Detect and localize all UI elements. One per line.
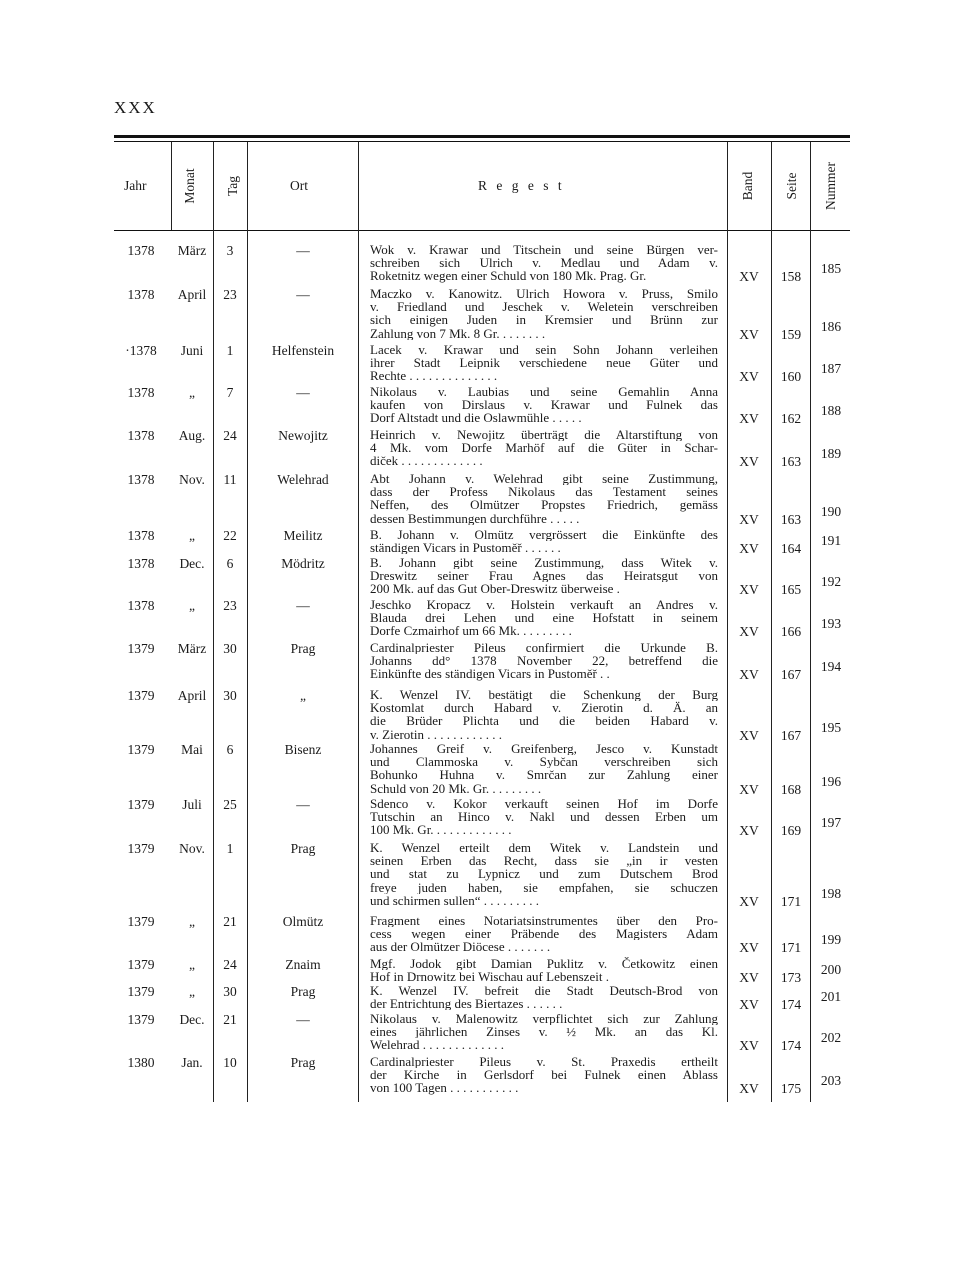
band-cell: XV [739,667,759,683]
month-cell: „ [189,984,195,999]
regest-line: und stat zu Lypnicz und zum Dutschem Brod [370,867,718,881]
month-cell: „ [189,914,195,929]
number-cell: 186 [820,318,842,334]
year-cell: 1378 [127,385,155,400]
regest-line: Cardinalpriester Pileus confirmiert die Urkunde B. [370,641,718,655]
regest-line: Bohunko Huhna v. Smrčan zur Zahlung einer [370,768,718,782]
band-cell: XV [739,781,759,797]
month-cell: Nov. [179,841,205,856]
year-cell: 1379 [127,688,155,703]
regest-line: 200 Mk. auf das Gut Ober-Dreswitz überweise . [370,582,620,596]
header-seite: Seite [784,172,799,200]
place-cell: „ [300,688,306,703]
number-cell: 190 [820,503,842,519]
page-cell: 168 [780,781,802,797]
day-cell: 23 [223,287,237,302]
column-divider [171,142,172,230]
regest-line: Cardinalpriester Pileus v. St. Praxedis ertheilt [370,1055,718,1069]
page-cell: 175 [780,1081,802,1097]
band-cell: XV [739,582,759,598]
band-cell: XV [739,940,759,956]
regest-line: Welehrad . . . . . . . . . . . . . [370,1038,504,1052]
regest-line: und Clammoska v. Sybčan verschreiben sich [370,755,718,769]
number-cell: 193 [820,616,842,632]
top-double-rule-thick [114,135,850,138]
regest-line: Hof in Drnowitz bei Wischau auf Lebenszeit . [370,970,609,984]
year-cell: 1378 [127,472,155,487]
regest-line: Lacek v. Krawar und sein Sohn Johann verleihen [370,343,718,357]
header-tag: Tag [225,175,240,197]
month-cell: Mai [181,742,203,757]
number-cell: 187 [820,361,842,377]
page-cell: 163 [780,454,802,470]
regest-text [370,1055,718,1095]
regest-line: Tutschin an Hinco v. Nakl und dessen Erben um [370,810,718,824]
month-cell: Aug. [178,428,206,443]
day-cell: 21 [223,1012,237,1027]
regest-line: Maczko v. Kanowitz. Ulrich Howora v. Pruss, Smilo [370,287,718,301]
regest-text [370,385,718,425]
header-regest: R e g e s t [478,178,565,193]
number-cell: 203 [820,1073,842,1089]
month-cell: Jan. [181,1055,203,1070]
page-cell: 162 [780,411,802,427]
regest-line: Zahlung von 7 Mk. 8 Gr. . . . . . . . [370,326,546,340]
regest-line: Jeschko Kropacz v. Holstein verkauft an Andres v. [370,598,718,612]
place-cell: — [296,287,310,302]
regest-line: sich einigen Juden in Kremsier und Brünn zur [370,313,718,327]
regest-line: Sdenco v. Kokor verkauft seinen Hof im Dorfe [370,797,718,811]
regest-text [370,428,718,468]
place-cell: Helfenstein [271,343,335,358]
page-cell: 171 [780,940,802,956]
month-cell: März [177,243,207,258]
regest-line: Dorf Altstadt und die Oslawmühle . . . . . [370,411,582,425]
header-nummer: Nummer [823,162,838,210]
day-cell: 11 [223,472,237,487]
year-cell: 1379 [127,914,155,929]
place-cell: Welehrad [277,472,329,487]
place-cell: — [296,1012,310,1027]
column-divider [771,142,772,1102]
regest-text [370,841,718,907]
day-cell: 1 [226,841,234,856]
column-divider [810,142,811,1102]
regest-line: dass der Profess Nikolaus das Testament seines [370,485,718,499]
month-cell: Nov. [179,472,205,487]
header-ort: Ort [290,178,308,193]
day-cell: 25 [223,797,237,812]
regest-text [370,598,718,638]
regest-line: ständigen Vicars in Pustoměř . . . . . . [370,541,561,555]
place-cell: Olmütz [282,914,324,929]
regest-text [370,742,718,795]
page-number: XXX [114,98,157,117]
band-cell: XV [739,511,759,527]
page-cell: 160 [780,369,802,385]
place-cell: — [296,598,310,613]
day-cell: 1 [226,343,234,358]
header-jahr: Jahr [124,178,147,193]
day-cell: 10 [223,1055,237,1070]
day-cell: 30 [223,641,237,656]
regest-line: aus der Olmützer Diöcese . . . . . . . [370,940,551,954]
number-cell: 195 [820,719,842,735]
column-divider [247,142,248,1102]
regest-text [370,528,718,554]
day-cell: 22 [223,528,237,543]
band-cell: XV [739,326,759,342]
band-cell: XV [739,727,759,743]
page-cell: 174 [780,997,802,1013]
day-cell: 21 [223,914,237,929]
regest-line: der Entrichtung des Biertazes . . . . . . [370,997,563,1011]
regest-text [370,343,718,383]
header-band: Band [740,171,755,201]
regest-line: die Brüder Plichta und die beiden Habard v. [370,714,718,728]
regest-line: v. Zierotin . . . . . . . . . . . . [370,727,503,741]
regest-line: Abt Johann v. Welehrad gibt seine Zustimmung, [370,472,718,486]
day-cell: 24 [223,428,237,443]
regest-line: Dreswitz seiner Frau Agnes das Heiratsgut von [370,569,718,583]
number-cell: 192 [820,574,842,590]
regest-line: diček . . . . . . . . . . . . . [370,454,483,468]
regest-line: v. Friedland und Jeschek v. Weletein verschreiben [370,300,718,314]
band-cell: XV [739,893,759,909]
number-cell: 197 [820,815,842,831]
number-cell: 189 [820,446,842,462]
regest-line: K. Wenzel IV. bestätigt die Schenkung der Burg [370,688,718,702]
regest-text [370,556,718,596]
band-cell: XV [739,369,759,385]
year-cell: ·1378 [125,343,157,358]
year-cell: 1379 [127,742,155,757]
day-cell: 30 [223,688,237,703]
regest-line: freye juden haben, sie empfahen, sie schuczen [370,880,718,894]
number-cell: 191 [820,533,842,549]
regest-line: von 100 Tagen . . . . . . . . . . . [370,1081,519,1095]
page-cell: 159 [780,326,802,342]
band-cell: XV [739,411,759,427]
year-cell: 1379 [127,1012,155,1027]
place-cell: Bisenz [284,742,322,757]
regest-text [370,472,718,525]
day-cell: 30 [223,984,237,999]
month-cell: Juli [182,797,202,812]
regest-line: B. Johann v. Olmütz vergrössert die Einkünfte des [370,528,718,542]
place-cell: Prag [290,641,316,656]
column-divider [358,142,359,1102]
place-cell: Mödritz [281,556,325,571]
regest-line: eines jährlichen Zinses v. ½ Mk. an das Kl. [370,1025,718,1039]
page-cell: 169 [780,823,802,839]
band-cell: XV [739,269,759,285]
month-cell: „ [189,598,195,613]
regest-line: Nikolaus v. Malenowitz verpflichtet sich zur Zahlung [370,1012,718,1026]
regest-line: Neffen, des Olmützer Propstes Friedrich, gemäss [370,498,718,512]
page-cell: 158 [780,269,802,285]
regest-line: Mgf. Jodok gibt Damian Puklitz v. Četkowitz einen [370,957,718,971]
place-cell: — [296,385,310,400]
regest-line: Dorfe Czmairhof um 66 Mk. . . . . . . . . [370,624,572,638]
regest-line: Kostomlat durch Habard v. Zierotin d. Ä. an [370,701,718,715]
band-cell: XV [739,997,759,1013]
year-cell: 1379 [127,797,155,812]
year-cell: 1378 [127,287,155,302]
page-cell: 174 [780,1038,802,1054]
year-cell: 1378 [127,243,155,258]
regest-line: Wok v. Krawar und Titschein und seine Bürgen ver- [370,243,718,257]
regest-text [370,797,718,837]
regest-line: K. Wenzel erteilt dem Witek v. Landstein und [370,841,718,855]
year-cell: 1379 [127,641,155,656]
place-cell: Meilitz [283,528,323,543]
regest-text [370,287,718,340]
place-cell: Znaim [285,957,321,972]
regest-text [370,243,718,283]
year-cell: 1380 [127,1055,155,1070]
page-cell: 167 [780,667,802,683]
day-cell: 6 [226,556,234,571]
day-cell: 7 [226,385,234,400]
regest-line: Schuld von 20 Mk. Gr. . . . . . . . . [370,781,542,795]
place-cell: — [296,243,310,258]
regest-line: K. Wenzel IV. befreit die Stadt Deutsch-Brod von [370,984,718,998]
regest-line: Heinrich v. Newojitz überträgt die Altarstiftung von [370,428,718,442]
regest-line: seinen Erben das Recht, dass sie „in ir vesten [370,854,718,868]
regest-line: dessen Bestimmungen durchführe . . . . . [370,511,580,525]
day-cell: 3 [226,243,234,258]
place-cell: Prag [290,841,316,856]
regest-line: kaufen von Dirslaus v. Krawar und Fulnek das [370,398,718,412]
page-cell: 163 [780,511,802,527]
year-cell: 1379 [127,984,155,999]
day-cell: 23 [223,598,237,613]
column-divider [727,142,728,1102]
page-cell: 173 [780,970,802,986]
band-cell: XV [739,454,759,470]
regest-line: Roketnitz wegen einer Schuld von 180 Mk. Prag. Gr. [370,269,647,283]
month-cell: „ [189,528,195,543]
month-cell: „ [189,957,195,972]
place-cell: — [296,797,310,812]
place-cell: Prag [290,1055,316,1070]
year-cell: 1378 [127,556,155,571]
number-cell: 201 [820,989,842,1005]
regest-line: Johannes Greif v. Greifenberg, Jesco v. Kunstadt [370,742,718,756]
place-cell: Newojitz [278,428,328,443]
page-cell: 164 [780,541,802,557]
band-cell: XV [739,1038,759,1054]
page-cell: 167 [780,727,802,743]
regest-text [370,984,718,1010]
top-double-rule-thin [114,141,850,142]
regest-text [370,914,718,954]
day-cell: 6 [226,742,234,757]
regest-text [370,641,718,681]
number-cell: 202 [820,1030,842,1046]
regest-line: der Kirche in Gerlsdorf bei Fulnek einen Ablass [370,1068,718,1082]
header-bottom-rule [114,230,850,231]
year-cell: 1378 [127,528,155,543]
month-cell: Dec. [179,556,205,571]
regest-line: Johanns dd° 1378 November 22, betreffend die [370,654,718,668]
month-cell: Juni [180,343,204,358]
band-cell: XV [739,970,759,986]
regest-text [370,688,718,741]
number-cell: 200 [820,962,842,978]
regest-line: Blauda drei Lehen und eine Hofstatt in seinem [370,611,718,625]
year-cell: 1378 [127,598,155,613]
regest-line: ihrer Stadt Leipnik verschiedene neue Güter und [370,356,718,370]
year-cell: 1378 [127,428,155,443]
number-cell: 198 [820,885,842,901]
regest-line: 4 Mk. vom Dorfe Marhöf auf die Güter in Schar- [370,441,718,455]
year-cell: 1379 [127,957,155,972]
regest-line: Einkünfte des ständigen Vicars in Pustoměř . . [370,667,610,681]
regest-text [370,957,718,983]
number-cell: 199 [820,932,842,948]
number-cell: 194 [820,659,842,675]
page-cell: 166 [780,624,802,640]
regest-line: 100 Mk. Gr. . . . . . . . . . . . . [370,823,512,837]
page-cell: 165 [780,582,802,598]
regest-line: schreiben sich Ulrich v. Medlau und Adam v. [370,256,718,270]
number-cell: 185 [820,261,842,277]
month-cell: Dec. [179,1012,205,1027]
regest-line: B. Johann gibt seine Zustimmung, dass Witek v. [370,556,718,570]
band-cell: XV [739,541,759,557]
regest-line: cess wegen einer Präbende des Magisters Adam [370,927,718,941]
page-cell: 171 [780,893,802,909]
day-cell: 24 [223,957,237,972]
band-cell: XV [739,823,759,839]
month-cell: April [177,688,207,703]
regest-text [370,1012,718,1052]
number-cell: 188 [820,403,842,419]
regest-line: Fragment eines Notariatsinstrumentes über den Pro- [370,914,718,928]
band-cell: XV [739,1081,759,1097]
regest-line: Nikolaus v. Laubias und seine Gemahlin Anna [370,385,718,399]
month-cell: „ [189,385,195,400]
year-cell: 1379 [127,841,155,856]
month-cell: April [177,287,207,302]
band-cell: XV [739,624,759,640]
regest-line: Rechte . . . . . . . . . . . . . . [370,369,498,383]
month-cell: März [177,641,207,656]
number-cell: 196 [820,773,842,789]
place-cell: Prag [290,984,316,999]
header-monat: Monat [182,168,197,204]
regest-line: und schirmen sullen“ . . . . . . . . . [370,893,539,907]
